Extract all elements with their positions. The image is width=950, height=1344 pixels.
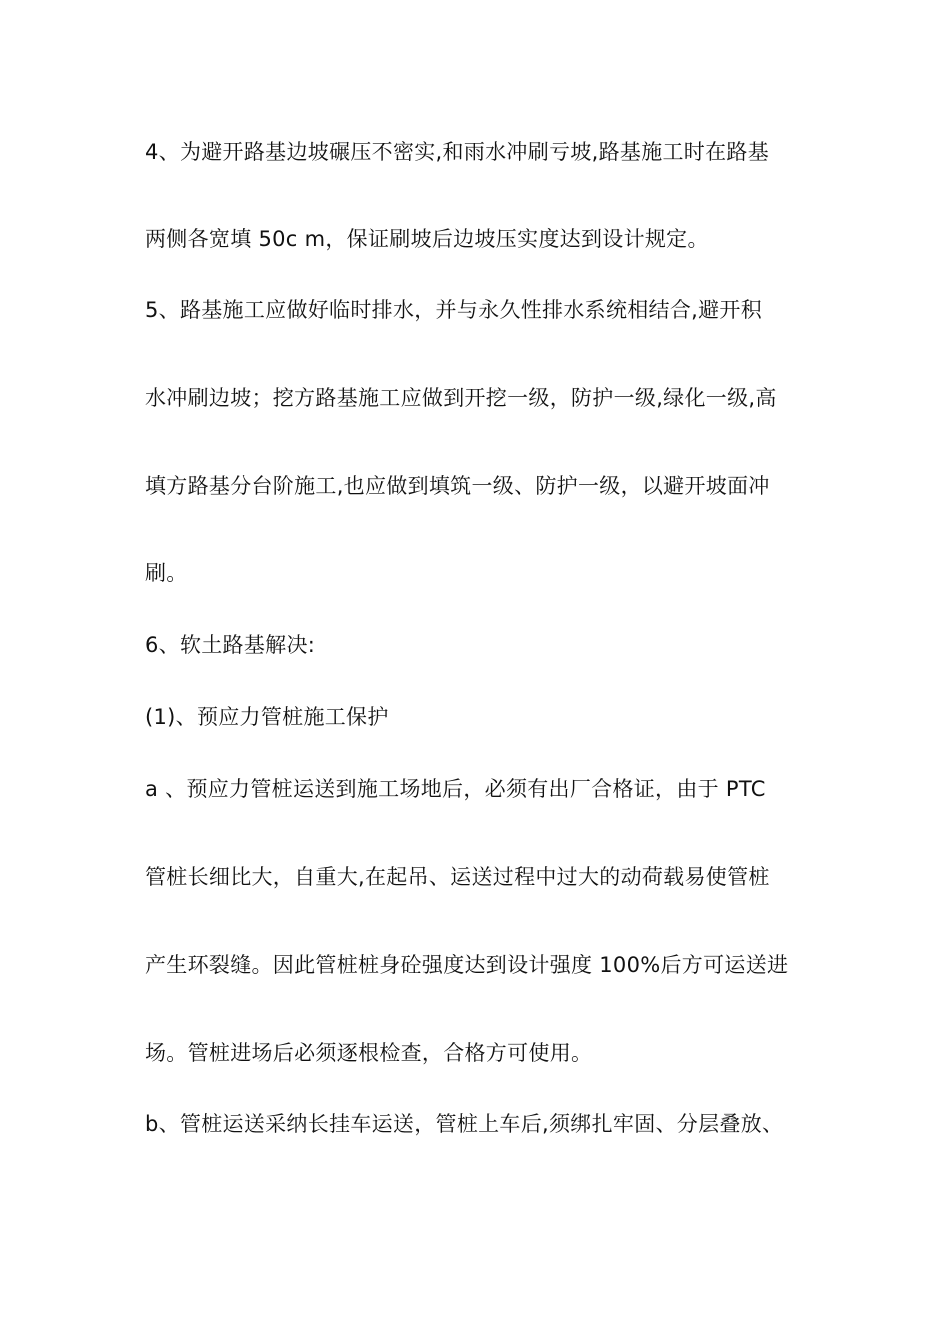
paragraph-line: 刷。 [145,561,188,585]
paragraph-line: b、管桩运送采纳长挂车运送，管桩上车后,须绑扎牢固、分层叠放、 [145,1112,784,1136]
paragraph-line: 两侧各宽填 50c m，保证刷坡后边坡压实度达到设计规定。 [145,227,709,251]
paragraph-line: (1)、预应力管桩施工保护 [145,705,389,729]
paragraph-line: 填方路基分台阶施工,也应做到填筑一级、防护一级，以避开坡面冲 [145,474,770,498]
paragraph-line: 4、为避开路基边坡碾压不密实,和雨水冲刷亏坡,路基施工时在路基 [145,140,770,164]
paragraph-line: 6、软土路基解决: [145,633,316,657]
paragraph-line: 5、路基施工应做好临时排水，并与永久性排水系统相结合,避开积 [145,298,763,322]
paragraph-line: a 、预应力管桩运送到施工场地后，必须有出厂合格证，由于 PTC [145,777,766,801]
paragraph-line: 水冲刷边坡；挖方路基施工应做到开挖一级，防护一级,绿化一级,高 [145,386,777,410]
paragraph-line: 产生环裂缝。因此管桩桩身砼强度达到设计强度 100%后方可运送进 [145,953,789,977]
paragraph-line: 场。管桩进场后必须逐根检查，合格方可使用。 [145,1041,593,1065]
paragraph-line: 管桩长细比大，自重大,在起吊、运送过程中过大的动荷载易使管桩 [145,865,770,889]
